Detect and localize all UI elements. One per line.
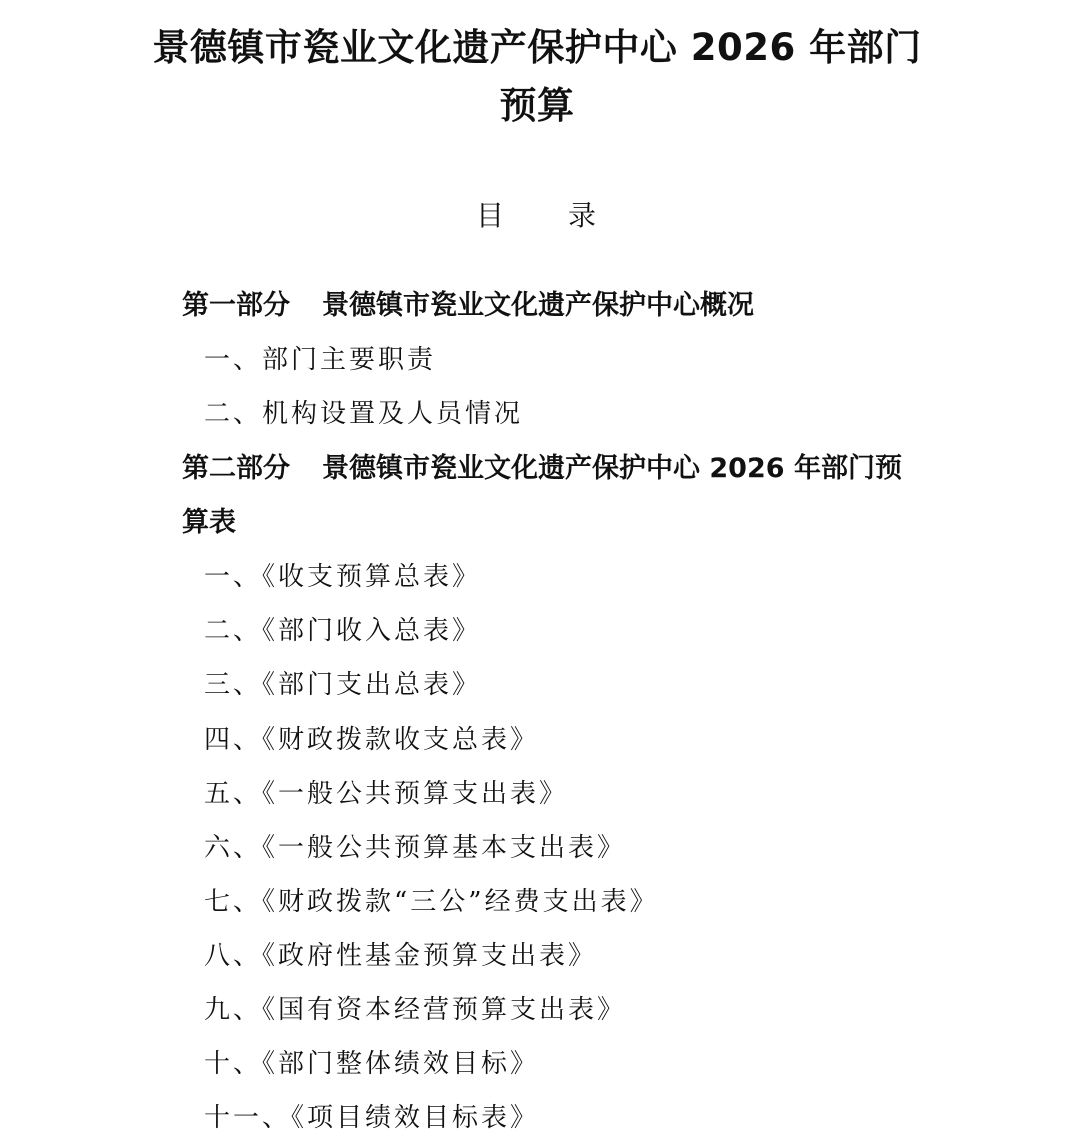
toc-item: 五、《一般公共预算支出表》 (204, 779, 569, 809)
toc-heading (0, 196, 1074, 236)
toc-item: 二、《部门收入总表》 (204, 616, 482, 646)
toc-item: 十一、《项目绩效目标表》 (204, 1103, 540, 1133)
toc-part1-title: 景德镇市瓷业文化遗产保护中心概况 (322, 290, 754, 321)
toc-item: 一、部门主要职责 (204, 345, 437, 375)
toc-item: 三、《部门支出总表》 (204, 670, 482, 700)
toc-item: 六、《一般公共预算基本支出表》 (204, 833, 627, 863)
toc-part2-title-line2: 算表 (182, 507, 236, 538)
toc-heading-right: 录 (568, 199, 599, 232)
toc-item: 四、《财政拨款收支总表》 (204, 725, 540, 755)
toc-item: 七、《财政拨款“三公”经费支出表》 (204, 887, 659, 917)
toc-part2-label: 第二部分 (182, 453, 290, 484)
toc-item: 二、机构设置及人员情况 (204, 399, 524, 429)
toc-part2-heading (182, 449, 902, 489)
toc-item: 一、《收支预算总表》 (204, 562, 482, 592)
document-title-line2: 预算 (499, 84, 575, 127)
toc-part1-heading (182, 286, 754, 326)
toc-item: 九、《国有资本经营预算支出表》 (204, 995, 627, 1025)
document-title-line1: 景德镇市瓷业文化遗产保护中心 2026 年部门 (152, 26, 922, 69)
toc-part2-title-line1: 景德镇市瓷业文化遗产保护中心 2026 年部门预 (322, 453, 902, 484)
toc-item: 十、《部门整体绩效目标》 (204, 1049, 540, 1079)
toc-item: 八、《政府性基金预算支出表》 (204, 941, 598, 971)
toc-part1-label: 第一部分 (182, 290, 290, 321)
toc-heading-left: 目 (475, 199, 506, 232)
